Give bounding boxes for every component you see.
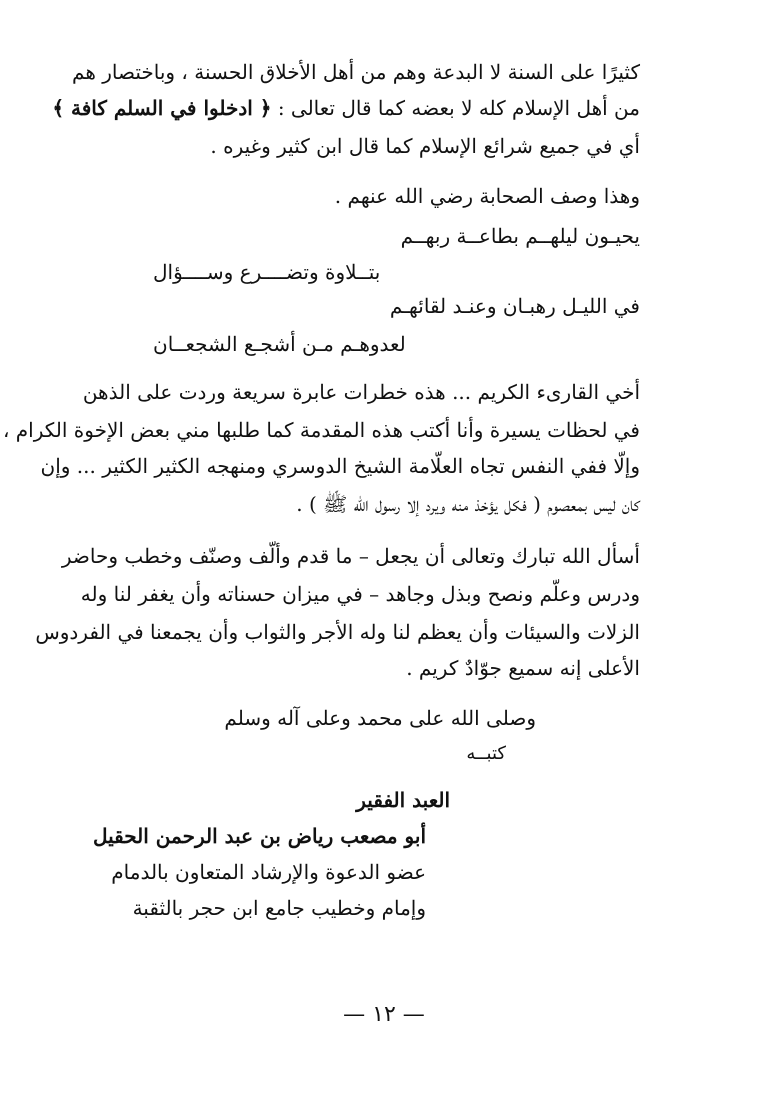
signatory-name: أبو مصعب رياض بن عبد الرحمن الحقيل [92, 824, 426, 848]
paragraph-2: وهذا وصف الصحابة رضي الله عنهم . [334, 184, 640, 208]
closing-wrote: كتبــه [466, 743, 506, 764]
page-number: — ١٢ — [343, 1002, 425, 1027]
paragraph-3-line-1: أخي القارىء الكريم ... هذه خطرات عابرة سريعة وردت على الذهن [82, 380, 640, 404]
signatory-title: العبد الفقير [356, 788, 450, 812]
paragraph-4-line-1: أسأل الله تبارك وتعالى أن يجعل – ما قدم وألّف وصنّف وخطب وحاضر [61, 544, 640, 568]
closing-salutation: وصلى الله على محمد وعلى آله وسلم [224, 706, 536, 730]
paragraph-3-line-2: في لحظات يسيرة وأنا أكتب هذه المقدمة كما طلبها مني بعض الإخوة الكرام ، [2, 418, 640, 442]
paragraph-1-line-1: كثيرًا على السنة لا البدعة وهم من أهل الأخلاق الحسنة ، وباختصار هم [72, 60, 640, 84]
paragraph-3-line-3: وإلّا ففي النفس تجاه العلّامة الشيخ الدوسري ومنهجه الكثير الكثير ... وإن [40, 454, 640, 478]
paragraph-3-line-4: كان ليس بمعصوم ( فكل يؤخذ منه ويرد إلا رسول الله ﷺ ) . [296, 492, 640, 516]
poem-line-4: لعدوهـم مـن أشجـع الشجعــان [153, 332, 406, 356]
poem-line-1: يحيـون ليلهــم بطاعــة ربهــم [400, 224, 640, 248]
paragraph-1-line-3: أي في جميع شرائع الإسلام كما قال ابن كثير وغيره . [210, 134, 640, 158]
signatory-role-1: عضو الدعوة والإرشاد المتعاون بالدمام [111, 860, 426, 884]
paragraph-4-line-3: الزلات والسيئات وأن يعظم لنا وله الأجر والثواب وأن يجمعنا في الفردوس [35, 620, 640, 644]
paragraph-4-line-4: الأعلى إنه سميع جوّادٌ كريم . [406, 656, 640, 680]
paragraph-1-line-2 [52, 94, 640, 122]
paragraph-4-line-2: ودرس وعلّم ونصح وبذل وجاهد – في ميزان حسناته وأن يغفر لنا وله [80, 582, 640, 606]
quran-quote: ﴿ ادخلوا في السلم كافة ﴾ [52, 96, 272, 120]
poem-line-3: في الليـل رهبـان وعنـد لقائهـم [389, 294, 640, 318]
signatory-role-2: وإمام وخطيب جامع ابن حجر بالثقبة [132, 896, 426, 920]
paragraph-1-line-2-text: من أهل الإسلام كله لا بعضه كما قال تعالى : ﴿ ادخلوا في السلم كافة ﴾ [52, 96, 640, 120]
poem-line-2: بتــلاوة وتضــــرع وســــؤال [153, 260, 381, 284]
